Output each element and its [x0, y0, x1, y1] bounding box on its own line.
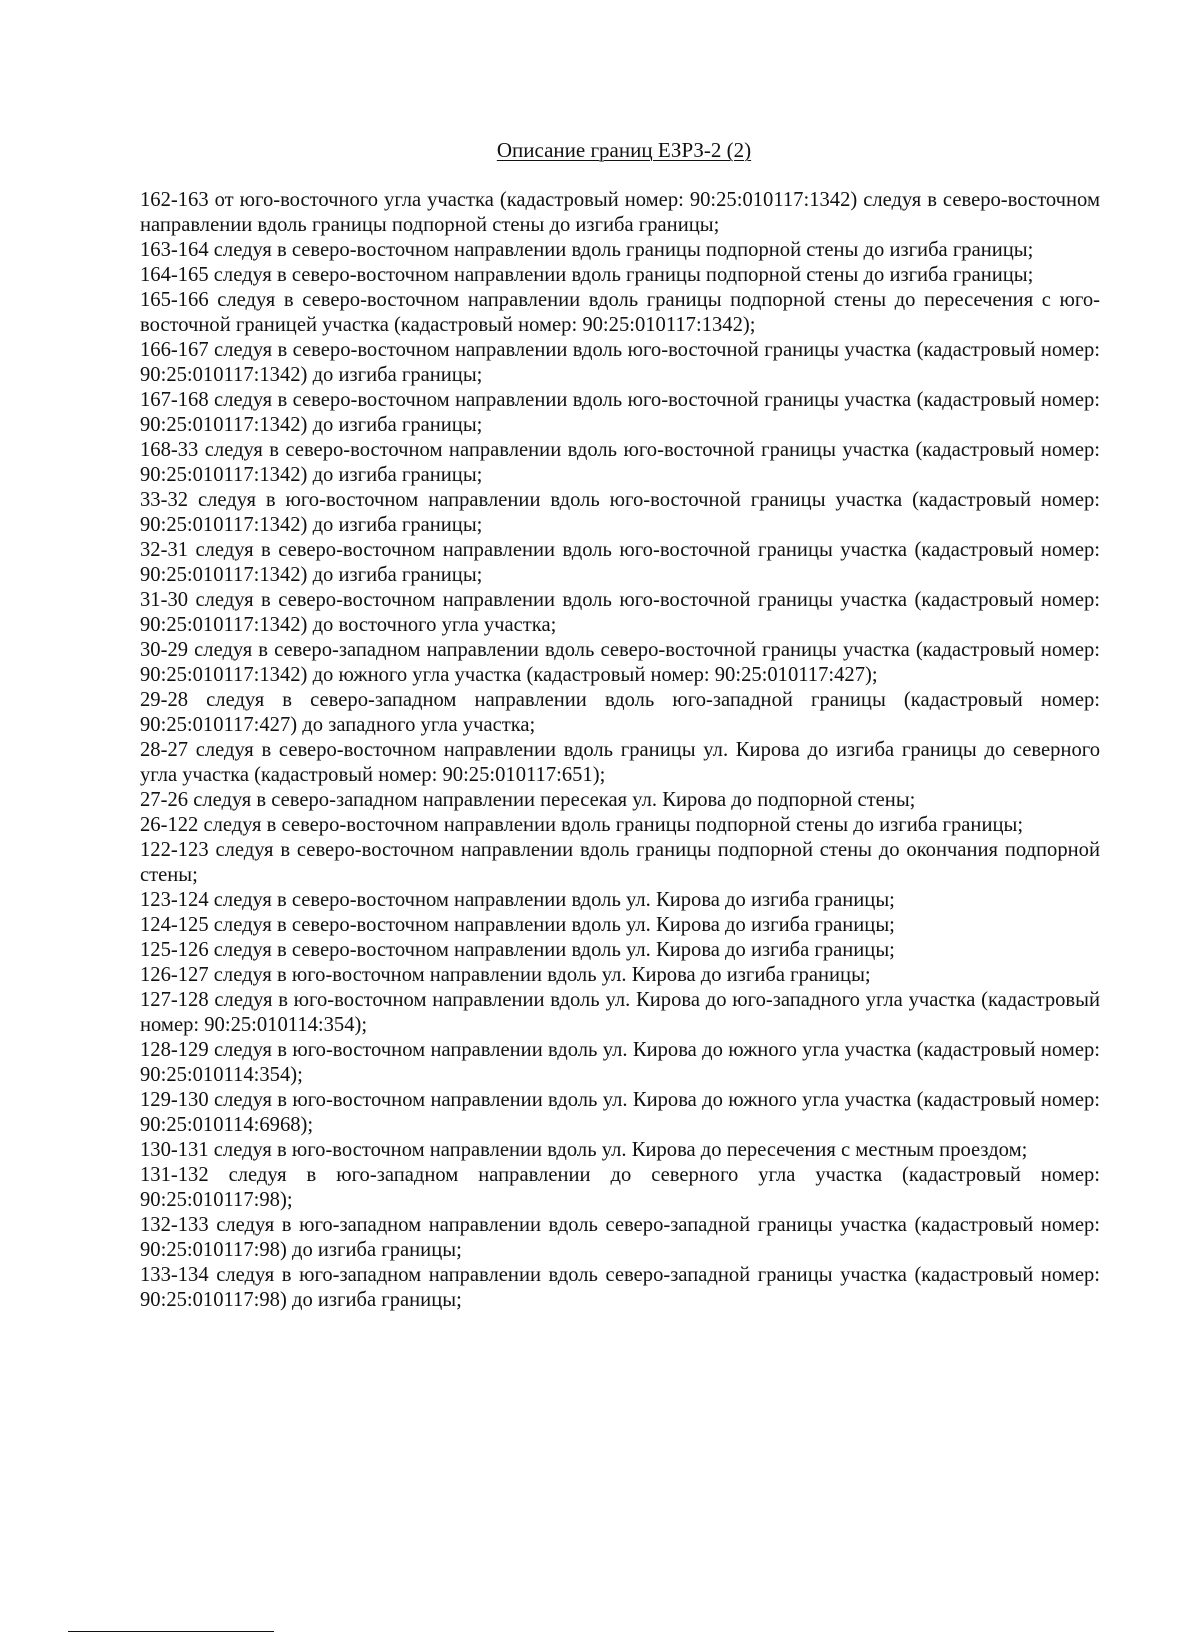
boundary-entry-33-32: 33-32 следуя в юго-восточном направлении вдоль юго-восточной границы участка (кадастровый номер: 90:25:010117:1342) до изгиба границы;	[140, 489, 1100, 536]
boundary-entry-123-124: 123-124 следуя в северо-восточном направлении вдоль ул. Кирова до изгиба границы;	[140, 889, 895, 911]
boundary-entry-166-167: 166-167 следуя в северо-восточном направлении вдоль юго-восточной границы участка (кадастровый номер: 90:25:010117:1342) до изгиба границы;	[140, 339, 1100, 386]
boundary-entry-130-131: 130-131 следуя в юго-восточном направлении вдоль ул. Кирова до пересечения с местным проездом;	[140, 1139, 1028, 1161]
boundary-entry-28-27: 28-27 следуя в северо-восточном направлении вдоль границы ул. Кирова до изгиба границы до северного угла участка (кадастровый номер: 90:25:010117:651);	[140, 739, 1100, 786]
boundary-entry-127-128: 127-128 следуя в юго-восточном направлении вдоль ул. Кирова до юго-западного угла участка (кадастровый номер: 90:25:010114:354);	[140, 989, 1100, 1036]
boundary-entry-124-125: 124-125 следуя в северо-восточном направлении вдоль ул. Кирова до изгиба границы;	[140, 914, 895, 936]
boundary-entry-162-163: 162-163 от юго-восточного угла участка (кадастровый номер: 90:25:010117:1342) следуя в северо-восточном направлении вдоль границы подпорной стены до изгиба границы;	[140, 189, 1100, 236]
boundary-entry-125-126: 125-126 следуя в северо-восточном направлении вдоль ул. Кирова до изгиба границы;	[140, 939, 895, 961]
boundary-entry-128-129: 128-129 следуя в юго-восточном направлении вдоль ул. Кирова до южного угла участка (кадастровый номер: 90:25:010114:354);	[140, 1039, 1100, 1086]
boundary-entry-27-26: 27-26 следуя в северо-западном направлении пересекая ул. Кирова до подпорной стены;	[140, 789, 916, 811]
boundary-entry-32-31: 32-31 следуя в северо-восточном направлении вдоль юго-восточной границы участка (кадастровый номер: 90:25:010117:1342) до изгиба границы;	[140, 539, 1100, 586]
boundary-entry-133-134: 133-134 следуя в юго-западном направлении вдоль северо-западной границы участка (кадастровый номер: 90:25:010117:98) до изгиба границы;	[140, 1264, 1100, 1311]
boundary-entry-129-130: 129-130 следуя в юго-восточном направлении вдоль ул. Кирова до южного угла участка (кадастровый номер: 90:25:010114:6968);	[140, 1089, 1100, 1136]
boundary-entry-163-164: 163-164 следуя в северо-восточном направлении вдоль границы подпорной стены до изгиба границы;	[140, 239, 1034, 261]
boundary-entry-131-132: 131-132 следуя в юго-западном направлении до северного угла участка (кадастровый номер: 90:25:010117:98);	[140, 1164, 1100, 1211]
boundary-entry-29-28: 29-28 следуя в северо-западном направлении вдоль юго-западной границы (кадастровый номер: 90:25:010117:427) до западного угла участка;	[140, 689, 1100, 736]
boundary-entry-168-33: 168-33 следуя в северо-восточном направлении вдоль юго-восточной границы участка (кадастровый номер: 90:25:010117:1342) до изгиба границы;	[140, 439, 1100, 486]
boundary-entry-165-166: 165-166 следуя в северо-восточном направлении вдоль границы подпорной стены до пересечения с юго-восточной границей участка (кадастровый номер: 90:25:010117:1342);	[140, 289, 1100, 336]
boundary-entry-164-165: 164-165 следуя в северо-восточном направлении вдоль границы подпорной стены до изгиба границы;	[140, 264, 1034, 286]
boundary-entry-132-133: 132-133 следуя в юго-западном направлении вдоль северо-западной границы участка (кадастровый номер: 90:25:010117:98) до изгиба границы;	[140, 1214, 1100, 1261]
boundary-entries	[140, 188, 1100, 1313]
boundary-entry-126-127: 126-127 следуя в юго-восточном направлении вдоль ул. Кирова до изгиба границы;	[140, 964, 871, 986]
page-title	[0, 138, 1200, 162]
boundary-entry-31-30: 31-30 следуя в северо-восточном направлении вдоль юго-восточной границы участка (кадастровый номер: 90:25:010117:1342) до восточного угла участка;	[140, 589, 1100, 636]
page-title-text: Описание границ ЕЗРЗ-2 (2)	[496, 138, 752, 162]
boundary-entry-122-123: 122-123 следуя в северо-восточном направлении вдоль границы подпорной стены до окончания подпорной стены;	[140, 839, 1100, 886]
boundary-entry-30-29: 30-29 следуя в северо-западном направлении вдоль северо-восточной границы участка (кадастровый номер: 90:25:010117:1342) до южного угла участка (кадастровый номер: 90:25:010117:427);	[140, 639, 1100, 686]
boundary-entry-26-122: 26-122 следуя в северо-восточном направлении вдоль границы подпорной стены до изгиба границы;	[140, 814, 1024, 836]
footnote-separator	[68, 1631, 274, 1632]
boundary-entry-167-168: 167-168 следуя в северо-восточном направлении вдоль юго-восточной границы участка (кадастровый номер: 90:25:010117:1342) до изгиба границы;	[140, 389, 1100, 436]
